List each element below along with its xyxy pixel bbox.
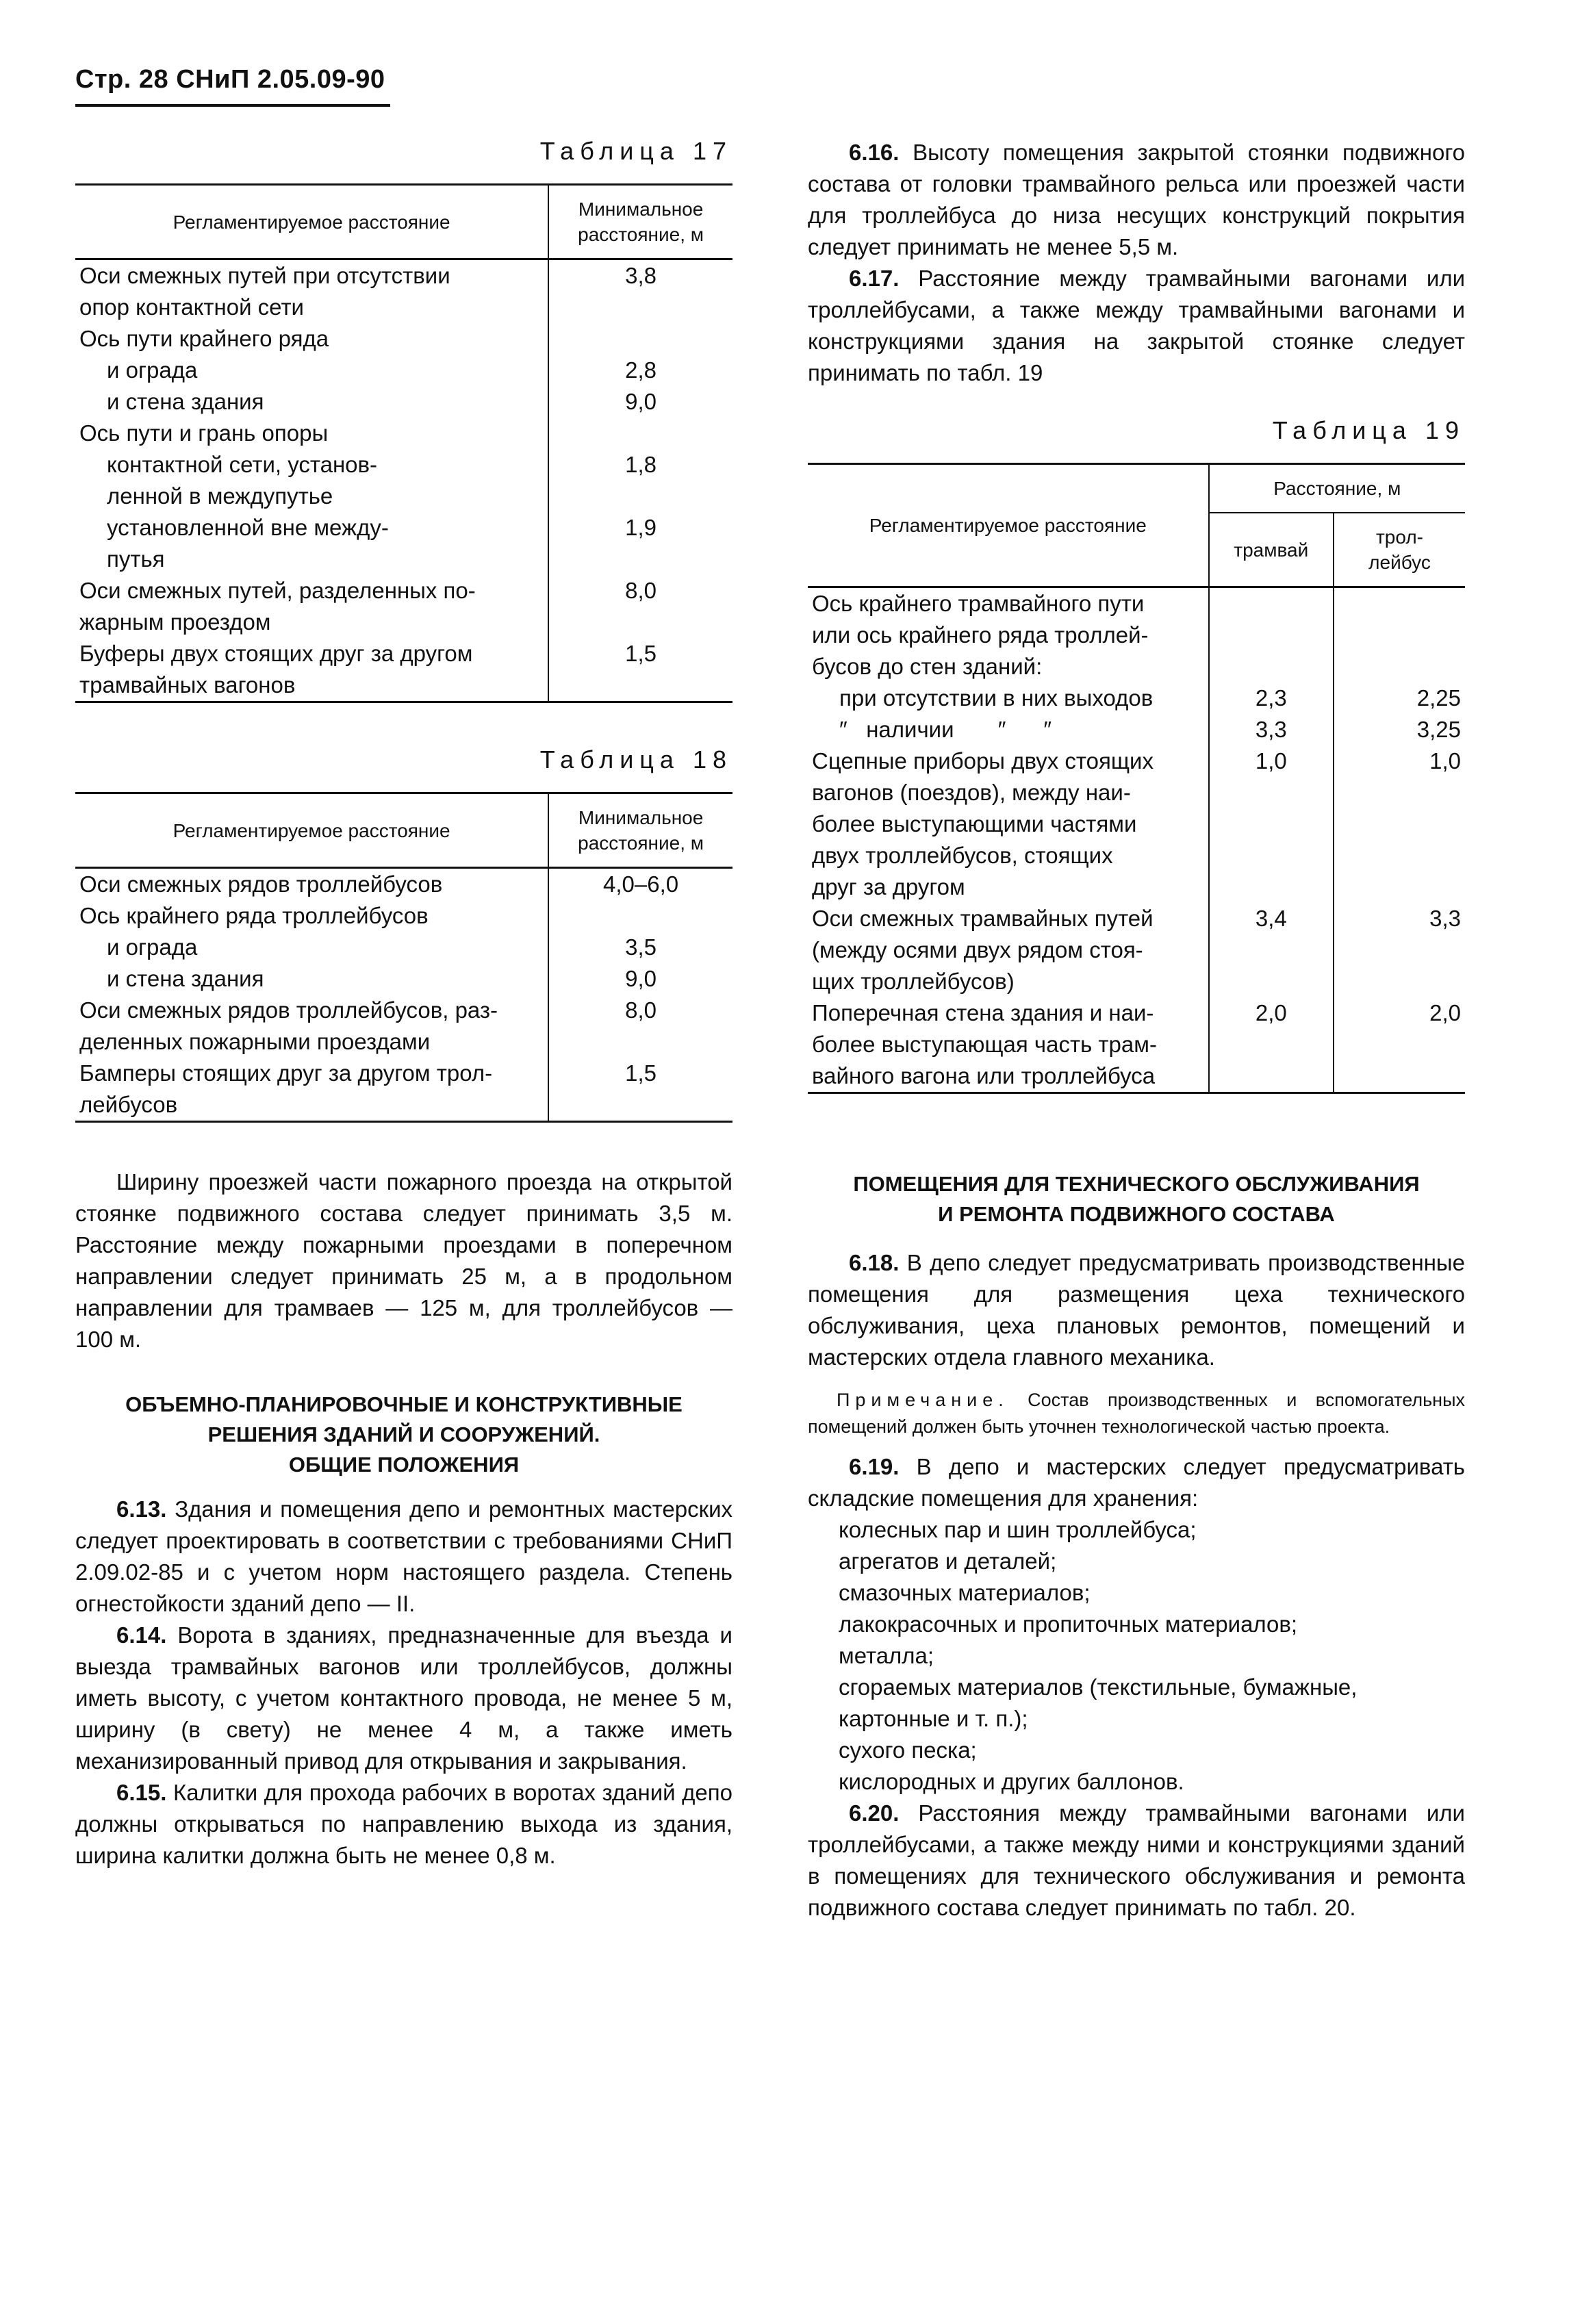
table-row: Поперечная стена здания и наи- более выступающая часть трам- вайного вагона или троллейбуса 2,0 2,0: [808, 997, 1465, 1093]
table-row: и стена здания 9,0: [75, 386, 732, 418]
header-underline: [75, 104, 390, 107]
table-19: [808, 463, 1465, 1094]
table-row: установленной вне между- путья 1,9: [75, 512, 732, 575]
list-item: колесных пар и шин троллейбуса;: [839, 1517, 1197, 1542]
table-18: [75, 792, 732, 1123]
table-17: [75, 183, 732, 703]
table-row: и ограда 2,8: [75, 355, 732, 386]
table-row: Оси смежных рядов троллейбусов 4,0–6,0: [75, 868, 732, 901]
table-row: при отсутствии в них выходов 2,3 2,25: [808, 682, 1465, 714]
table-row: Оси смежных путей при отсутствии опор контактной сети 3,8: [75, 259, 732, 324]
paragraph-fire-passage: Ширину проезжей части пожарного проезда на открытой стоянке подвижного состава следует принимать 3,5 м. Расстояние между пожарными проездами в поперечном направлении следует принимать 25 м, а в продольном направлении для трамваев — 125 м, для троллейбусов — 100 м.: [75, 1169, 732, 1352]
paragraph-6-20: 6.20. Расстояния между трамвайными вагонами или троллейбусами, а также между ними и конструкциями зданий в помещениях для технического обслуживания и ремонта подвижного состава следует принимать по табл. 20.: [808, 1800, 1465, 1920]
paragraph-6-19: 6.19. В депо и мастерских следует предусматривать складские помещения для хранения:: [808, 1454, 1465, 1511]
table-19-header-trolleybus: трол- лейбус: [1334, 513, 1465, 587]
table-row: Ось крайнего ряда троллейбусов: [75, 900, 732, 932]
table-19-header-group: Расстояние, м: [1209, 464, 1465, 513]
paragraph-6-15: 6.15. Калитки для прохода рабочих в воротах зданий депо должны открываться по направлению выхода из здания, ширина калитки должна быть не менее 0,8 м.: [75, 1780, 732, 1868]
list-item: смазочных материалов;: [839, 1580, 1091, 1605]
table-row: Ось крайнего трамвайного пути или ось крайнего ряда троллей- бусов до стен зданий:: [808, 587, 1465, 683]
table-row: Оси смежных трамвайных путей (между осями двух рядом стоя- щих троллейбусов) 3,4 3,3: [808, 903, 1465, 997]
table-row: Оси смежных рядов троллейбусов, раз- деленных пожарными проездами 8,0: [75, 995, 732, 1058]
right-column: [808, 137, 1465, 1924]
table-18-header-distance: Регламентируемое расстояние: [75, 793, 548, 868]
paragraph-6-18: 6.18. В депо следует предусматривать производственные помещения для размещения цеха технического обслуживания, цеха плановых ремонтов, помещений и мастерских отдела главного механика.: [808, 1250, 1465, 1370]
table-row: ″ наличии ″ ″ 3,3 3,25: [808, 714, 1465, 745]
table-17-header-min: Минимальное расстояние, м: [548, 185, 732, 259]
table-18-caption: Таблица 18: [539, 745, 732, 774]
page-header: Стр. 28 СНиП 2.05.09-90: [75, 65, 385, 94]
table-row: Ось пути крайнего ряда: [75, 323, 732, 355]
table-row: и стена здания 9,0: [75, 963, 732, 995]
list-item: кислородных и других баллонов.: [839, 1769, 1184, 1794]
paragraph-6-13: 6.13. Здания и помещения депо и ремонтных мастерских следует проектировать в соответствии с требованиями СНиП 2.09.02-85 и с учетом норм настоящего раздела. Степень огнестойкости зданий депо — II.: [75, 1496, 733, 1616]
table-row: Буферы двух стоящих друг за другом трамвайных вагонов 1,5: [75, 638, 732, 702]
list-item: агрегатов и деталей;: [839, 1548, 1057, 1574]
list-item: лакокрасочных и пропиточных материалов;: [839, 1611, 1298, 1637]
table-row: Ось пути и грань опоры: [75, 418, 732, 449]
section-heading-planning: ОБЪЕМНО-ПЛАНИРОВОЧНЫЕ И КОНСТРУКТИВНЫЕ РЕШЕНИЯ ЗДАНИЙ И СООРУЖЕНИЙ. ОБЩИЕ ПОЛОЖЕНИЯ: [125, 1392, 683, 1477]
table-row: и ограда 3,5: [75, 932, 732, 963]
table-19-header-tram: трамвай: [1209, 513, 1334, 587]
table-17-header-distance: Регламентируемое расстояние: [75, 185, 548, 259]
table-row: Оси смежных путей, разделенных по- жарным проездом 8,0: [75, 575, 732, 638]
note: Примечание. Состав производственных и вспомогательных помещений должен быть уточнен технологической частью проекта.: [808, 1390, 1465, 1437]
paragraph-6-16: 6.16. Высоту помещения закрытой стоянки подвижного состава от головки трамвайного рельса или проезжей части для троллейбуса до низа несущих конструкций покрытия следует принимать не менее 5,5 м.: [808, 140, 1465, 259]
paragraph-6-14: 6.14. Ворота в зданиях, предназначенные для въезда и выезда трамвайных вагонов или троллейбусов, должны иметь высоту, с учетом контактного провода, не менее 5 м, ширину (в свету) не менее 4 м, а также иметь механизированный привод для открывания и закрывания.: [75, 1622, 732, 1774]
table-18-header-min: Минимальное расстояние, м: [548, 793, 732, 868]
table-row: Бамперы стоящих друг за другом трол- лейбусов 1,5: [75, 1058, 732, 1122]
table-19-caption: Таблица 19: [1272, 416, 1465, 444]
list-item: сгораемых материалов (текстильные, бумажные, картонные и т. п.);: [839, 1674, 1358, 1731]
section-heading-maintenance: ПОМЕЩЕНИЯ ДЛЯ ТЕХНИЧЕСКОГО ОБСЛУЖИВАНИЯ И РЕМОНТА ПОДВИЖНОГО СОСТАВА: [853, 1172, 1420, 1226]
list-item: металла;: [839, 1643, 934, 1668]
left-column: [75, 137, 732, 1872]
list-item: сухого песка;: [839, 1737, 977, 1763]
table-row: контактной сети, установ- ленной в междупутье 1,8: [75, 449, 732, 512]
table-17-caption: Таблица 17: [539, 137, 732, 165]
table-row: Сцепные приборы двух стоящих вагонов (поездов), между наи- более выступающими частями двух троллейбусов, стоящих друг за другом 1,0 1,0: [808, 745, 1465, 903]
storage-list: [808, 1514, 1465, 1798]
table-19-header-distance: Регламентируемое расстояние: [808, 464, 1209, 587]
paragraph-6-17: 6.17. Расстояние между трамвайными вагонами или троллейбусами, а также между трамвайными вагонами и конструкциями здания на закрытой стоянке следует принимать по табл. 19: [808, 266, 1466, 385]
